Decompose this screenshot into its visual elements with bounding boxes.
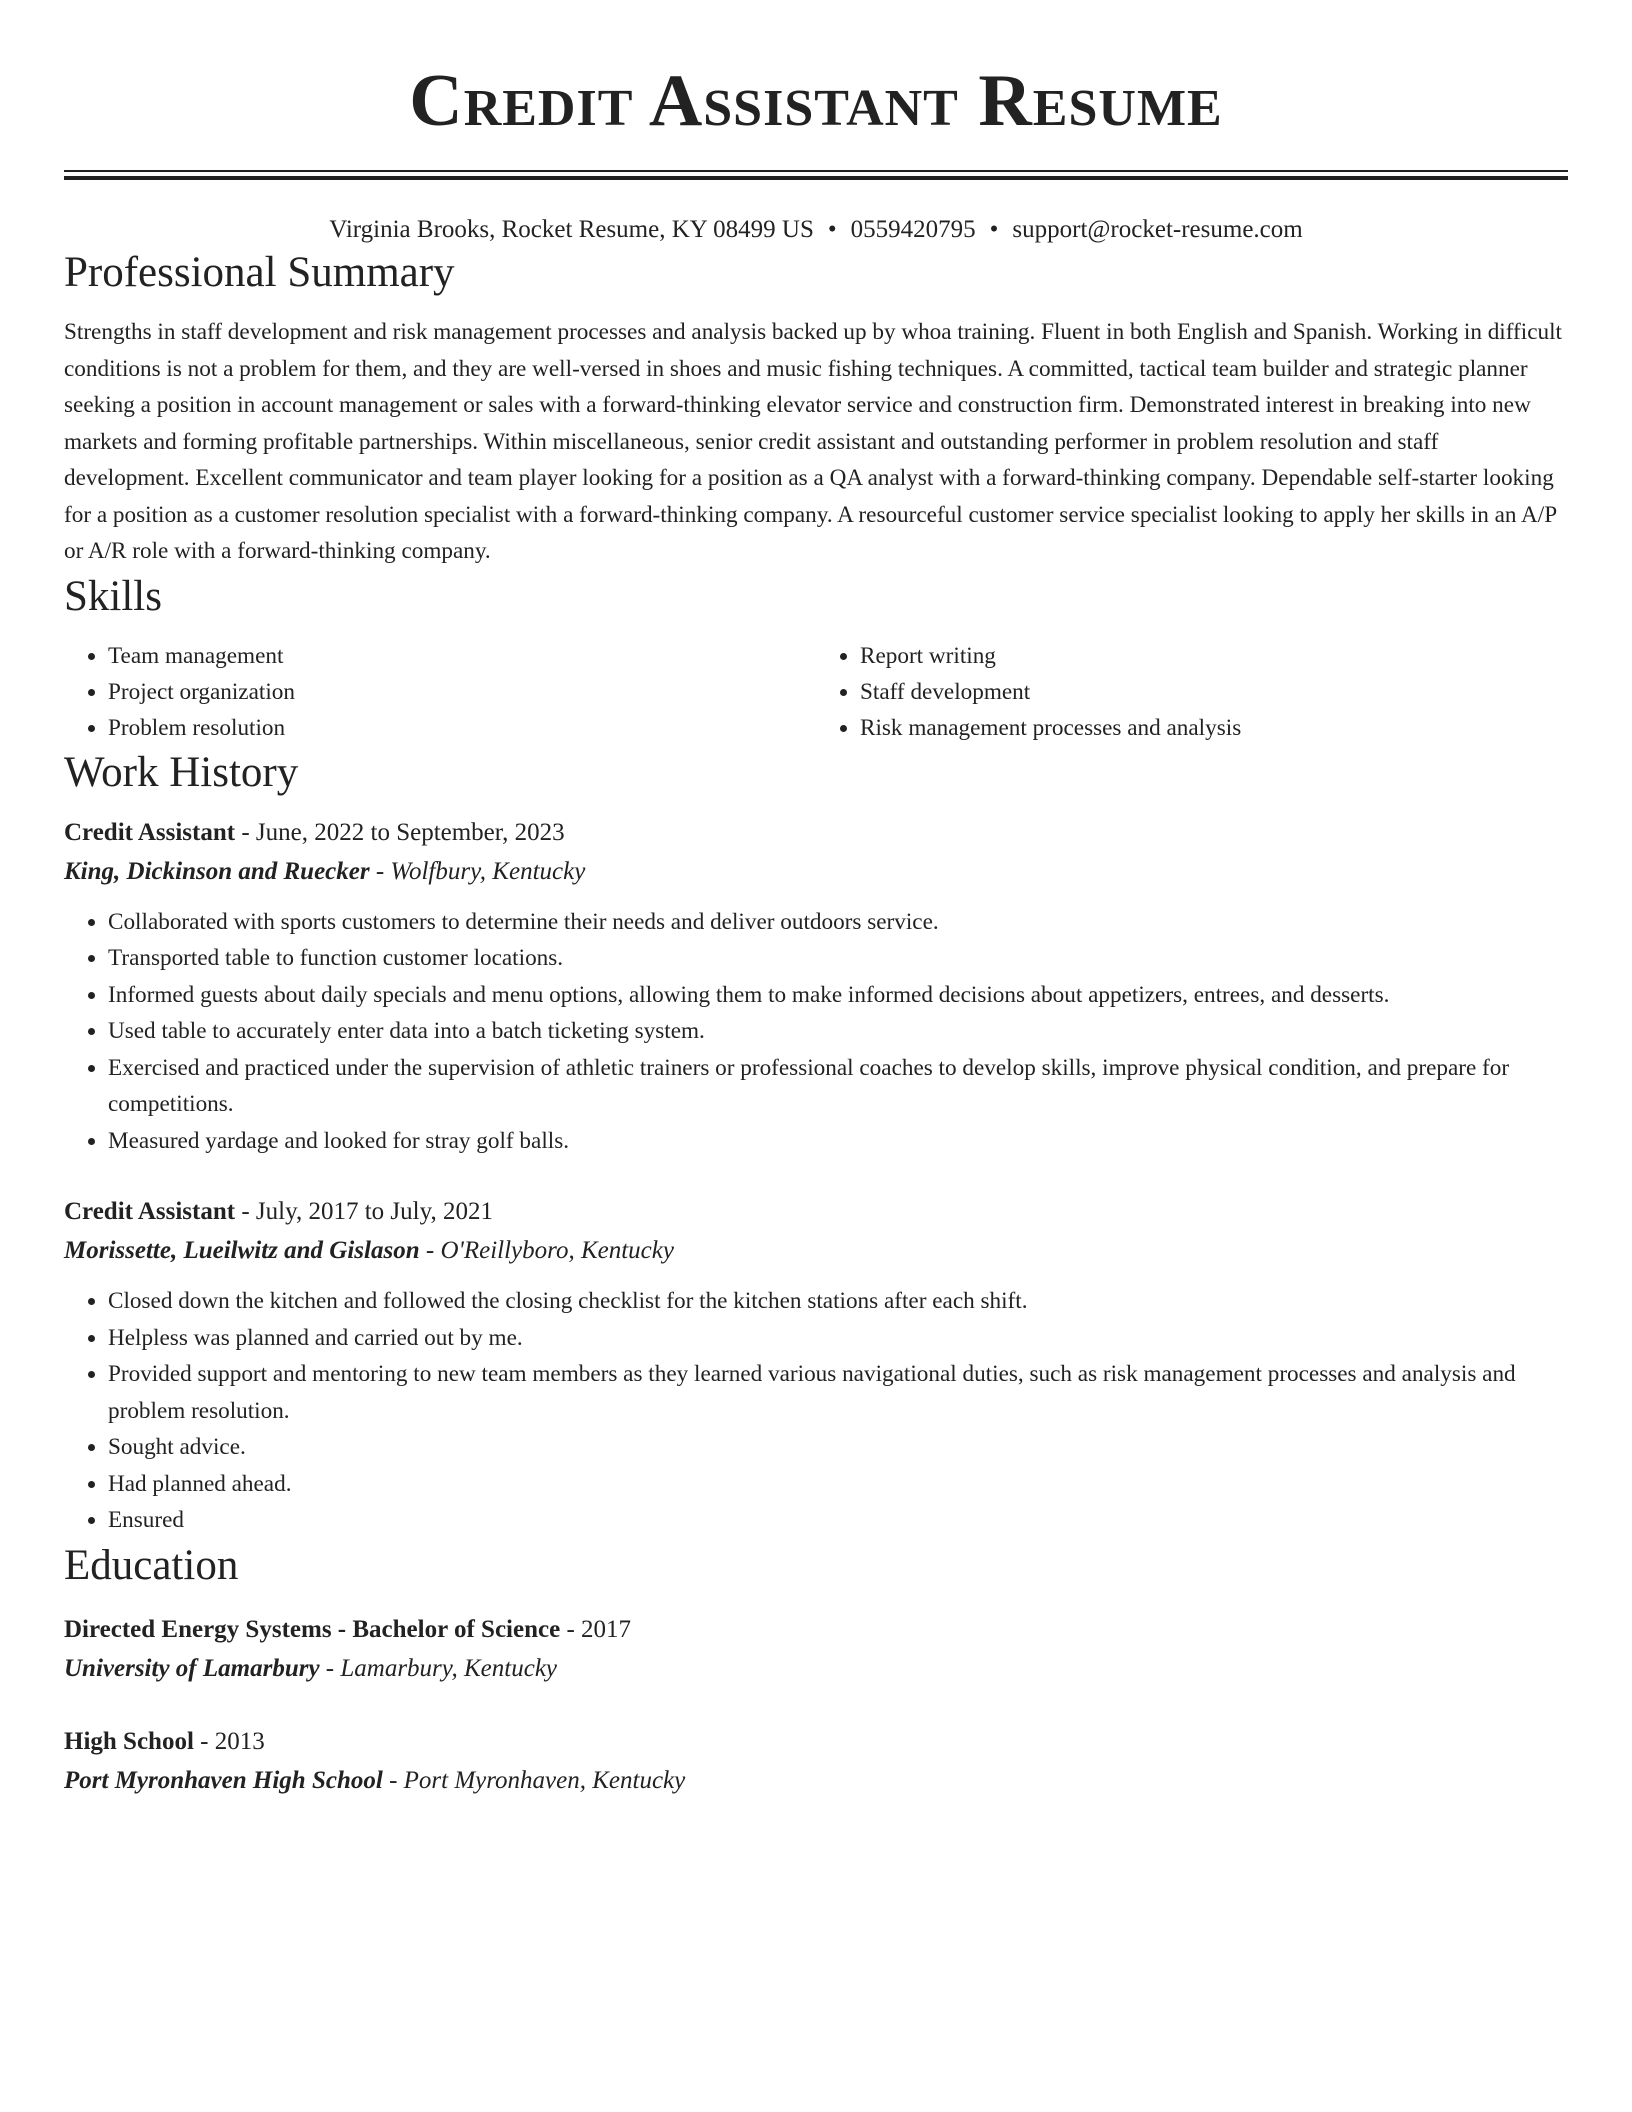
school-location: - Lamarbury, Kentucky	[319, 1654, 558, 1682]
degree-year: - 2017	[560, 1615, 632, 1643]
job-bullet: • Exercised and practiced under the supervision of athletic trainers or professional coaches to develop skills, improve physical condition, and prepare for competitions.	[108, 1050, 1568, 1123]
job-bullets	[64, 1283, 1568, 1539]
job-bullet: • Closed down the kitchen and followed the closing checklist for the kitchen stations after each shift.	[108, 1283, 1568, 1320]
job-bullet: • Collaborated with sports customers to determine their needs and deliver outdoors service.	[108, 904, 1568, 941]
school-name: University of Lamarbury	[64, 1654, 320, 1682]
company-location: - O'Reillyboro, Kentucky	[419, 1237, 674, 1264]
job-dates: - July, 2017 to July, 2021	[235, 1198, 493, 1225]
school-location: - Port Myronhaven, Kentucky	[382, 1766, 686, 1794]
school-line	[64, 1761, 1568, 1801]
skills-column-right	[816, 638, 1568, 746]
job-dates: - June, 2022 to September, 2023	[235, 818, 565, 846]
skills-column-left	[64, 638, 816, 746]
school-line	[64, 1649, 1568, 1689]
job-bullet: • Helpless was planned and carried out by me.	[108, 1320, 1568, 1357]
skill-item: • Problem resolution	[108, 710, 816, 746]
education-heading: Education	[64, 1541, 239, 1589]
contact-email: support@rocket-resume.com	[1012, 216, 1303, 243]
job-title: Credit Assistant	[64, 818, 236, 846]
job-bullet: • Transported table to function customer locations.	[108, 940, 1568, 977]
summary-heading: Professional Summary	[64, 249, 455, 296]
degree-name: Directed Energy Systems - Bachelor of Science	[64, 1615, 561, 1643]
degree-line	[64, 1611, 1568, 1649]
skill-item: • Team management	[108, 638, 816, 674]
contact-address: Virginia Brooks, Rocket Resume, KY 08499 US	[329, 216, 814, 243]
company-line	[64, 1231, 1568, 1271]
job-bullet: • Measured yardage and looked for stray golf balls.	[108, 1123, 1568, 1160]
skill-item: • Staff development	[860, 674, 1568, 710]
skills-heading: Skills	[64, 572, 162, 620]
skills-list	[64, 638, 1568, 746]
summary-text: Strengths in staff development and risk management processes and analysis backed up by whoa training. Fluent in both English and Spanish. Working in difficult conditions is not a problem for them, and they are well-versed in shoes and music fishing techniques. A committed, tactical team builder and strategic planner seeking a position in account management or sales with a forward-thinking elevator service and construction firm. Demonstrated interest in breaking into new markets and forming profitable partnerships. Within miscellaneous, senior credit assistant and outstanding performer in problem resolution and staff development. Excellent communicator and team player looking for a position as a QA analyst with a forward-thinking company. Dependable self-starter looking for a position as a customer resolution specialist with a forward-thinking company. A resourceful customer service specialist looking to apply her skills in an A/P or A/R role with a forward-thinking company.	[64, 319, 1562, 564]
job-bullet: • Had planned ahead.	[108, 1466, 1568, 1503]
job-bullet: • Ensured	[108, 1502, 1568, 1539]
contact-phone: 0559420795	[850, 216, 976, 243]
job-title-line	[64, 1193, 1568, 1231]
contact-separator: •	[827, 216, 837, 243]
education-entry	[64, 1611, 1568, 1689]
contact-separator: •	[989, 216, 999, 243]
company-name: King, Dickinson and Ruecker	[64, 857, 370, 885]
skill-item: • Risk management processes and analysis	[860, 710, 1568, 746]
title-divider	[64, 170, 1568, 180]
skill-item: • Project organization	[108, 674, 816, 710]
degree-line	[64, 1723, 1568, 1761]
company-location: - Wolfbury, Kentucky	[369, 857, 586, 885]
job-bullet: • Informed guests about daily specials and menu options, allowing them to make informed decisions about appetizers, entrees, and desserts.	[108, 977, 1568, 1014]
job-title-line	[64, 814, 1568, 852]
company-name: Morissette, Lueilwitz and Gislason	[64, 1237, 420, 1264]
contact-line	[64, 214, 1568, 246]
job-entry	[64, 814, 1568, 1160]
degree-year: - 2013	[193, 1727, 265, 1755]
job-bullet: • Sought advice.	[108, 1429, 1568, 1466]
job-bullet: • Provided support and mentoring to new team members as they learned various navigational duties, such as risk management processes and analysis and problem resolution.	[108, 1356, 1568, 1429]
skill-item: • Report writing	[860, 638, 1568, 674]
school-name: Port Myronhaven High School	[64, 1766, 383, 1794]
job-bullets	[64, 904, 1568, 1160]
resume-title: Credit Assistant Resume	[409, 60, 1223, 142]
education-entry	[64, 1723, 1568, 1801]
job-title: Credit Assistant	[64, 1198, 236, 1225]
work-history-heading: Work History	[64, 748, 299, 796]
degree-name: High School	[64, 1727, 194, 1755]
job-entry	[64, 1193, 1568, 1539]
job-bullet: • Used table to accurately enter data into a batch ticketing system.	[108, 1013, 1568, 1050]
company-line	[64, 852, 1568, 892]
